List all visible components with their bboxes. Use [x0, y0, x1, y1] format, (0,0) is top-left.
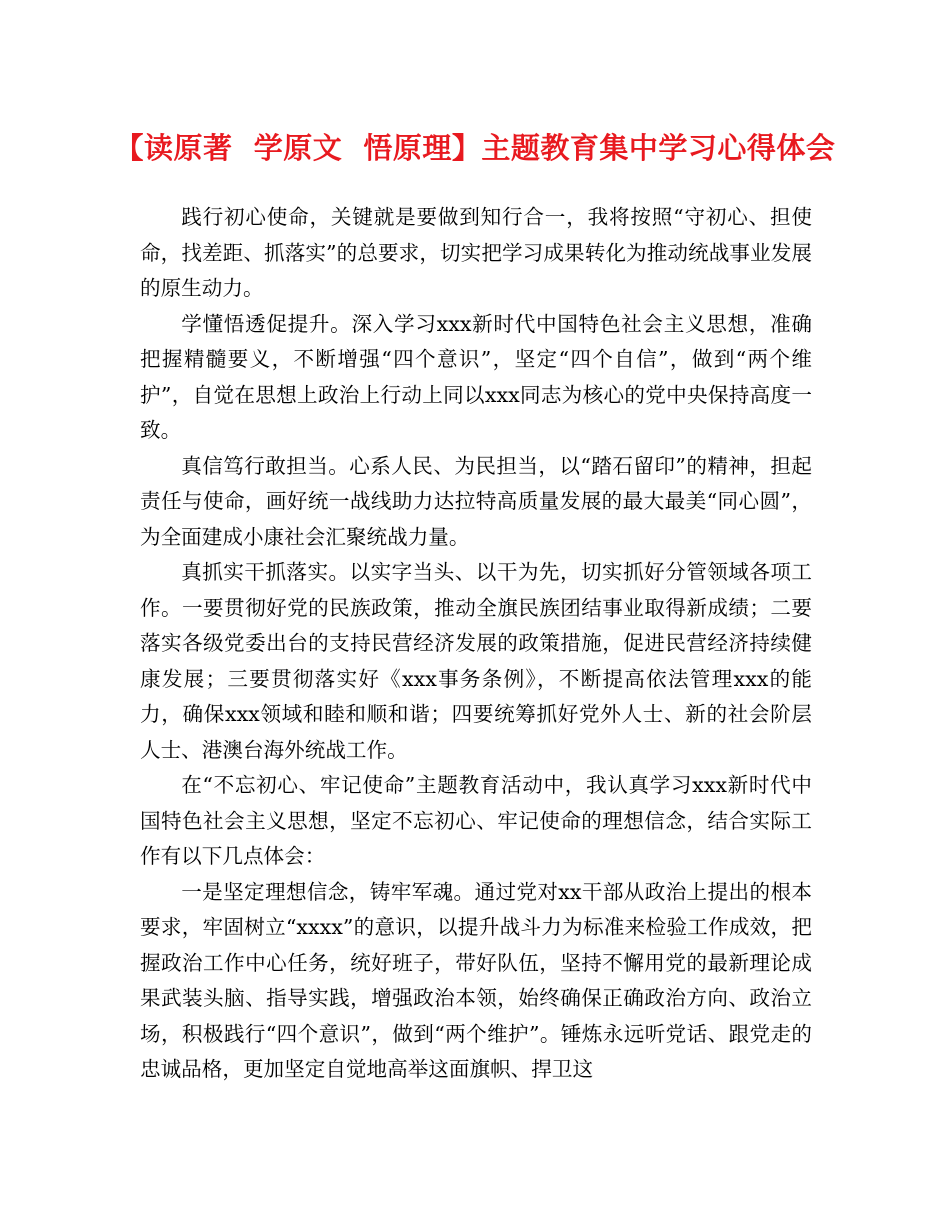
- paragraph-4: 真抓实干抓落实。以实字当头、以干为先，切实抓好分管领域各项工作。一要贯彻好党的民族政策，推动全旗民族团结事业取得新成绩；二要落实各级党委出台的支持民营经济发展的政策措施，促进民营经济持续健康发展；三要贯彻落实好《xxx事务条例》，不断提高依法管理xxx的能力，确保xxx领域和睦和顺和谐；四要统筹抓好党外人士、新的社会阶层人士、港澳台海外统战工作。: [140, 560, 812, 762]
- paragraph-6: 一是坚定理想信念，铸牢军魂。通过党对xx干部从政治上提出的根本要求，牢固树立“xxxx”的意识，以提升战斗力为标准来检验工作成效，把握政治工作中心任务，统好班子，带好队伍，坚持不懈用党的最新理论成果武装头脑、指导实践，增强政治本领，始终确保正确政治方向、政治立场，积极践行“四个意识”，做到“两个维护”。锤炼永远听党话、跟党走的忠诚品格，更加坚定自觉地高举这面旗帜、捍卫这: [140, 879, 812, 1081]
- paragraph-2: 学懂悟透促提升。深入学习xxx新时代中国特色社会主义思想，准确把握精髓要义，不断增强“四个意识”，坚定“四个自信”，做到“两个维护”，自觉在思想上政治上行动上同以xxx同志为核心的党中央保持高度一致。: [140, 311, 812, 442]
- document-body: [140, 200, 812, 1088]
- document-title: 【读原著 学原文 悟原理】主题教育集中学习心得体会: [114, 131, 836, 165]
- paragraph-3: 真信笃行敢担当。心系人民、为民担当，以“踏石留印”的精神，担起责任与使命，画好统一战线助力达拉特高质量发展的最大最美“同心圆”，为全面建成小康社会汇聚统战力量。: [140, 453, 812, 549]
- paragraph-5: 在“不忘初心、牢记使命”主题教育活动中，我认真学习xxx新时代中国特色社会主义思想，坚定不忘初心、牢记使命的理想信念，结合实际工作有以下几点体会：: [140, 773, 812, 868]
- paragraph-1: 践行初心使命，关键就是要做到知行合一，我将按照“守初心、担使命，找差距、抓落实”的总要求，切实把学习成果转化为推动统战事业发展的原生动力。: [140, 205, 812, 300]
